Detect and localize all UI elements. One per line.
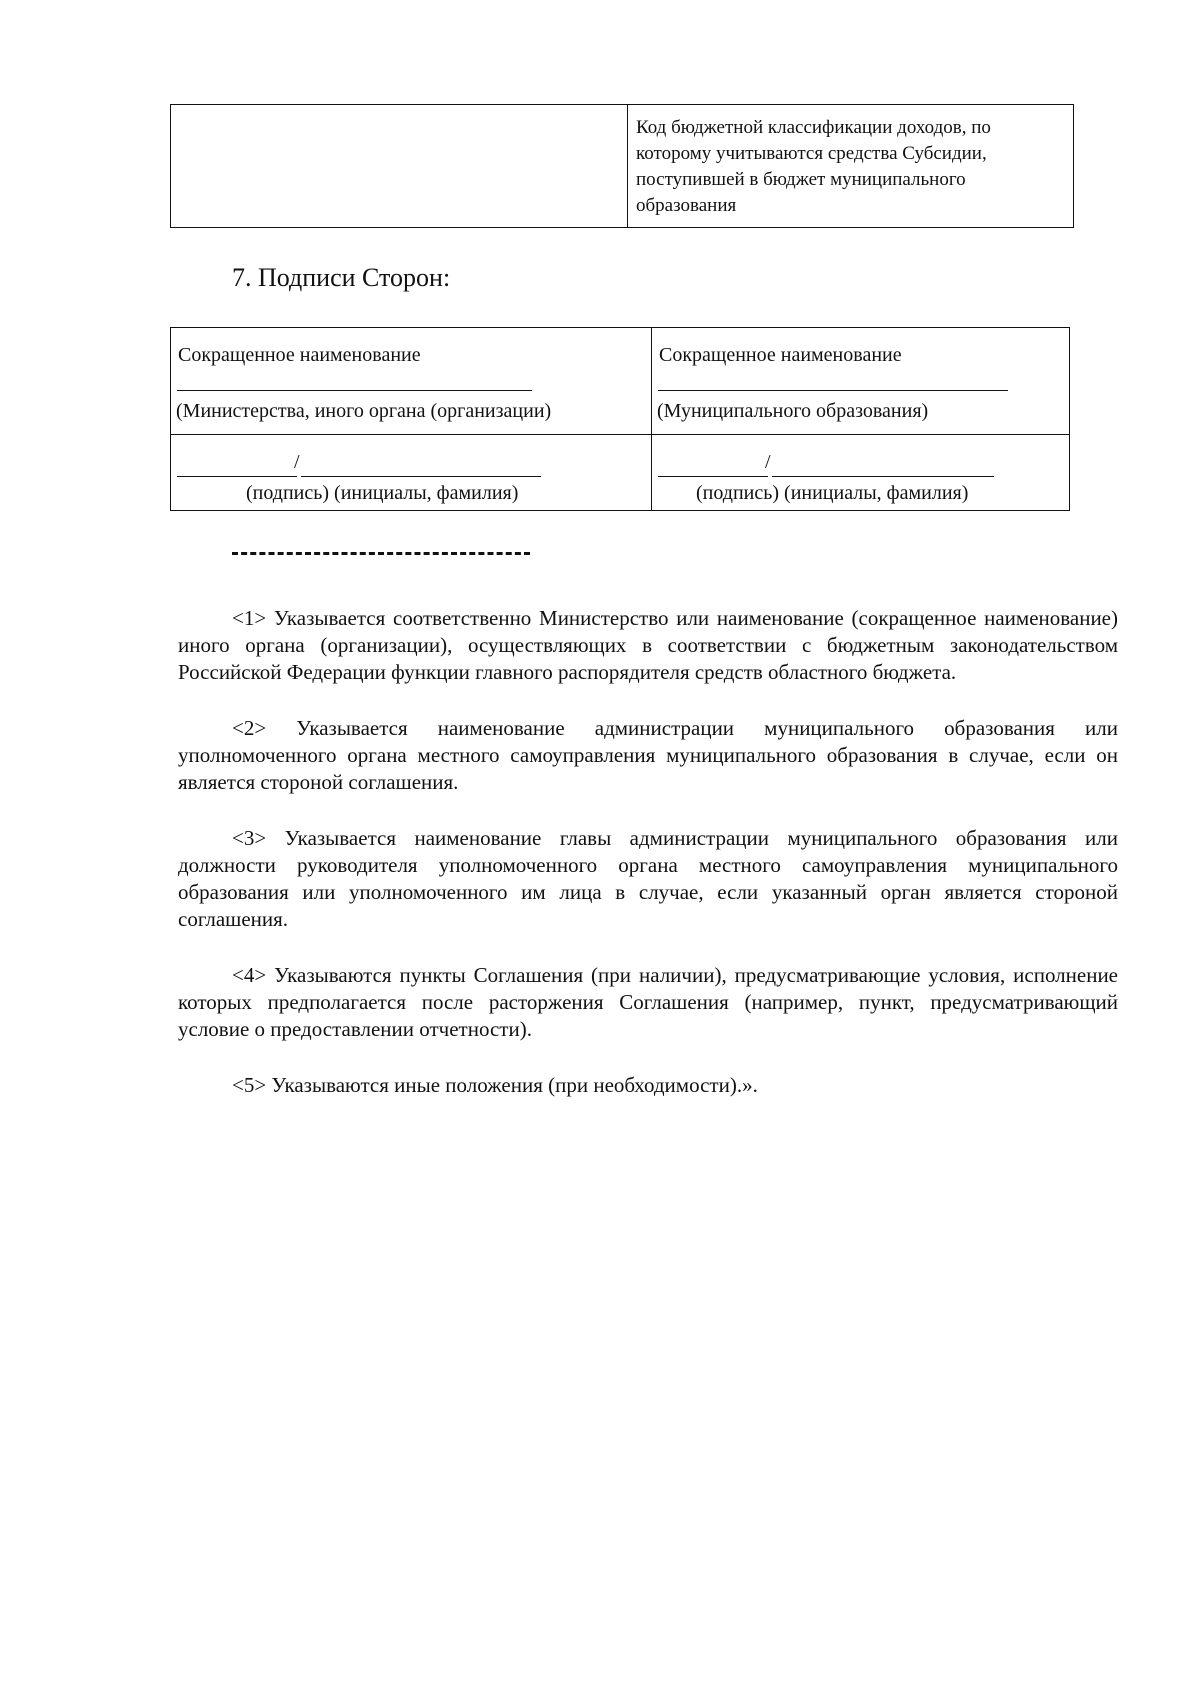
signatures-table	[170, 327, 1070, 511]
footnote-4: <4> Указываются пункты Соглашения (при наличии), предусматривающие условия, исполнение которых предполагается после расторжения Соглашения (например, пункт, предусматривающий условие о предоставлении отчетности).	[178, 963, 1118, 1041]
footnote-1: <1> Указывается соответственно Министерство или наименование (сокращенное наименование) иного органа (организации), осуществляющих в соответствии с бюджетным законодательством Российской Федерации функции главного распорядителя средств областного бюджета.	[178, 606, 1118, 684]
footnote-separator	[232, 552, 530, 555]
left-signature-caption: (подпись) (инициалы, фамилия)	[246, 482, 519, 504]
left-party-name-cell	[171, 328, 651, 434]
footnote-3: <3> Указывается наименование главы администрации муниципального образования или должности руководителя уполномоченного органа местного самоуправления муниципального образования или уполномоченного им лица в случае, если указанный орган является стороной соглашения.	[178, 826, 1118, 931]
budget-code-table	[170, 104, 1074, 228]
right-signature-cell	[651, 434, 1069, 510]
left-initials-line	[301, 476, 541, 477]
left-signature-line	[177, 476, 297, 477]
footnotes	[178, 605, 1118, 1128]
footnote-5: <5> Указываются иные положения (при необходимости).».	[232, 1073, 758, 1097]
left-name-description: (Министерства, иного органа (организации)	[176, 400, 552, 422]
left-signature-cell	[171, 434, 651, 510]
right-signature-line	[658, 476, 768, 477]
right-signature-caption: (подпись) (инициалы, фамилия)	[696, 482, 969, 504]
left-signature-slash: /	[294, 451, 300, 473]
right-initials-line	[772, 476, 994, 477]
budget-code-label-cell: Код бюджетной классификации доходов, по которому учитываются средства Субсидии, поступившей в бюджет муниципального образования	[636, 117, 991, 216]
right-name-description: (Муниципального образования)	[657, 400, 929, 422]
left-name-line	[177, 390, 532, 391]
right-signature-slash: /	[765, 451, 771, 473]
footnote-2: <2> Указывается наименование администрации муниципального образования или уполномоченного органа местного самоуправления муниципального образования в случае, если он является стороной соглашения.	[178, 716, 1118, 794]
right-short-name-label: Сокращенное наименование	[659, 344, 902, 366]
budget-code-value-cell	[171, 105, 628, 227]
left-short-name-label: Сокращенное наименование	[178, 344, 421, 366]
section-heading: 7. Подписи Сторон:	[232, 263, 451, 292]
right-name-line	[658, 390, 1008, 391]
right-party-name-cell	[651, 328, 1069, 434]
